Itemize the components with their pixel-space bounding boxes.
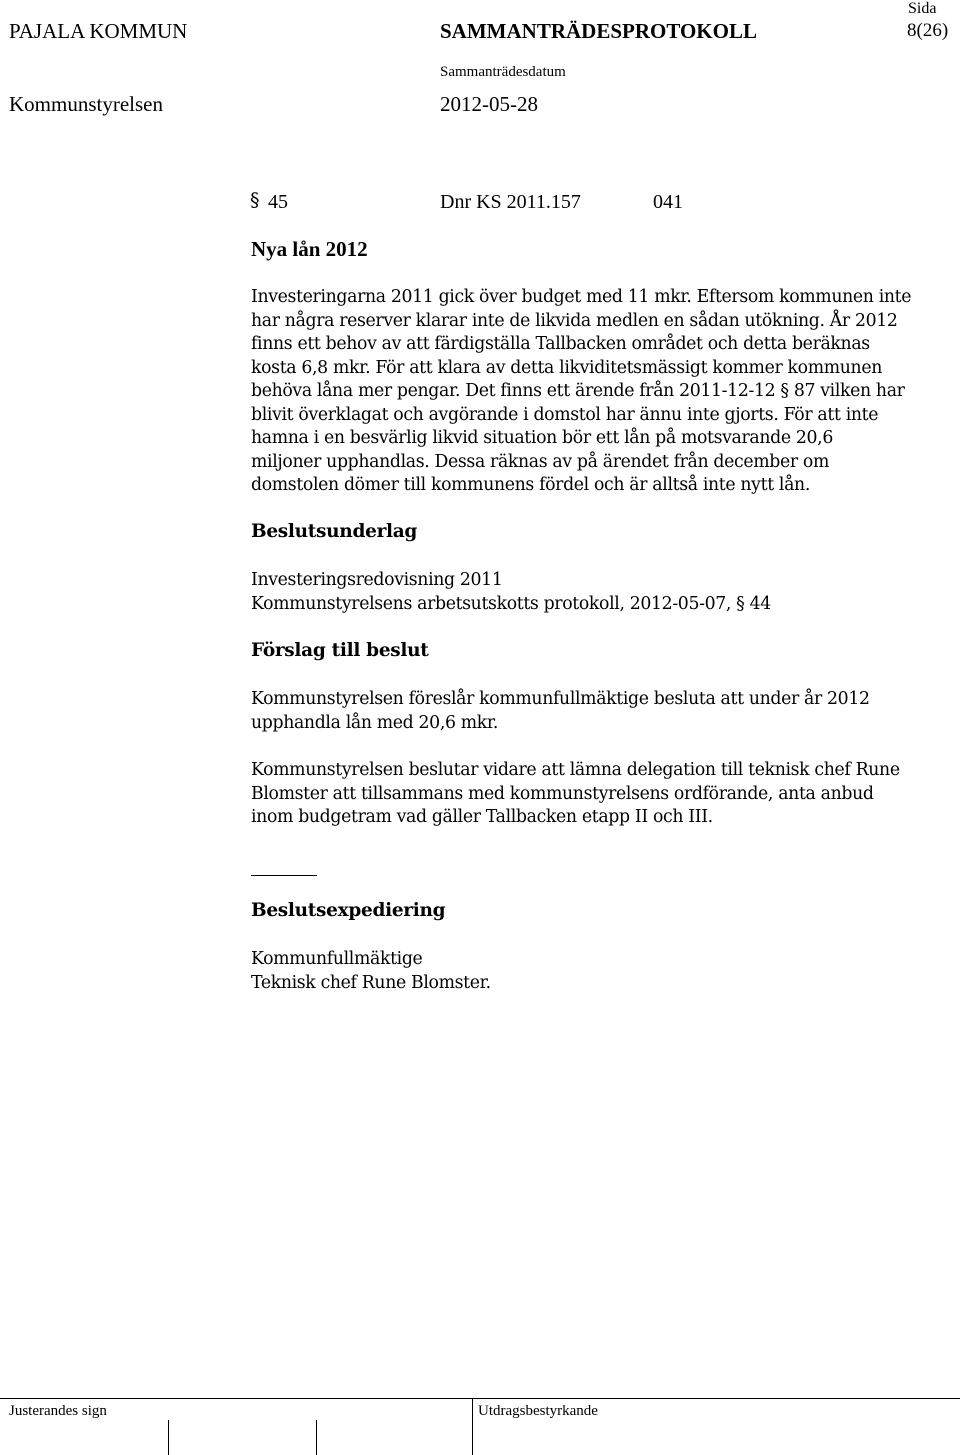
beslutsunderlag-item: Investeringsredovisning 2011 bbox=[251, 570, 503, 590]
expediering-item: Kommunfullmäktige bbox=[251, 949, 423, 969]
certification-label: Utdragsbestyrkande bbox=[478, 1403, 598, 1419]
intro-line: hamna i en besvärlig likvid situation bör ett lån på motsvarande 20,6 bbox=[251, 428, 833, 448]
committee-name: Kommunstyrelsen bbox=[9, 92, 163, 116]
item-title: Nya lån 2012 bbox=[251, 237, 368, 261]
intro-line: har några reserver klarar inte de likvida medlen en sådan utökning. År 2012 bbox=[251, 310, 898, 331]
signature-box-divider bbox=[472, 1398, 473, 1455]
expediering-item: Teknisk chef Rune Blomster. bbox=[251, 972, 491, 993]
intro-line: blivit överklagat och avgörande i domstol har ännu inte gjorts. För att inte bbox=[251, 404, 879, 425]
intro-line: miljoner upphandlas. Dessa räknas av på ärendet från december om bbox=[251, 451, 829, 472]
forslag-paragraph-1 bbox=[251, 688, 870, 735]
intro-line: behöva låna mer pengar. Det finns ett ärende från 2011-12-12 § 87 vilken har bbox=[251, 381, 905, 401]
page-number: 8(26) bbox=[907, 20, 949, 41]
intro-line: domstolen dömer till kommunens fördel och är alltså inte nytt lån. bbox=[251, 475, 810, 495]
meeting-date-label: Sammanträdesdatum bbox=[440, 64, 566, 80]
forslag-line: inom budgetram vad gäller Tallbacken etapp II och III. bbox=[251, 807, 713, 827]
signature-box-divider bbox=[316, 1420, 317, 1455]
meeting-date: 2012-05-28 bbox=[440, 92, 538, 116]
intro-paragraph bbox=[251, 286, 911, 498]
page-label: Sida bbox=[908, 0, 937, 17]
separator-line bbox=[251, 875, 317, 876]
section-symbol: § bbox=[250, 189, 260, 211]
forslag-line: Kommunstyrelsen beslutar vidare att lämna delegation till teknisk chef Rune bbox=[251, 760, 900, 780]
expediering-list bbox=[251, 948, 491, 995]
forslag-line: Blomster att tillsammans med kommunstyrelsens ordförande, anta anbud bbox=[251, 783, 874, 804]
heading-beslutsunderlag: Beslutsunderlag bbox=[251, 521, 418, 542]
forslag-line: upphandla lån med 20,6 mkr. bbox=[251, 712, 499, 733]
document-type: SAMMANTRÄDESPROTOKOLL bbox=[440, 19, 757, 43]
heading-beslutsexpediering: Beslutsexpediering bbox=[251, 900, 446, 921]
beslutsunderlag-list bbox=[251, 569, 771, 616]
intro-line: Investeringarna 2011 gick över budget med 11 mkr. Eftersom kommunen inte bbox=[251, 287, 912, 307]
intro-line: finns ett behov av att färdigställa Tallbacken området och detta beräknas bbox=[251, 334, 870, 354]
signature-box-divider bbox=[168, 1420, 169, 1455]
footer-rule bbox=[0, 1398, 960, 1399]
forslag-line: Kommunstyrelsen föreslår kommunfullmäktige besluta att under år 2012 bbox=[251, 689, 870, 709]
intro-line: kosta 6,8 mkr. För att klara av detta likviditetsmässigt kommer kommunen bbox=[251, 357, 882, 378]
signature-label: Justerandes sign bbox=[9, 1403, 107, 1419]
beslutsunderlag-item: Kommunstyrelsens arbetsutskotts protokoll, 2012-05-07, § 44 bbox=[251, 593, 771, 614]
municipality-name: PAJALA KOMMUN bbox=[9, 19, 188, 43]
forslag-paragraph-2 bbox=[251, 759, 900, 830]
diary-number: Dnr KS 2011.157 bbox=[440, 191, 581, 213]
heading-forslag: Förslag till beslut bbox=[251, 640, 429, 661]
section-number: 45 bbox=[268, 191, 288, 213]
classification-code: 041 bbox=[653, 191, 683, 213]
